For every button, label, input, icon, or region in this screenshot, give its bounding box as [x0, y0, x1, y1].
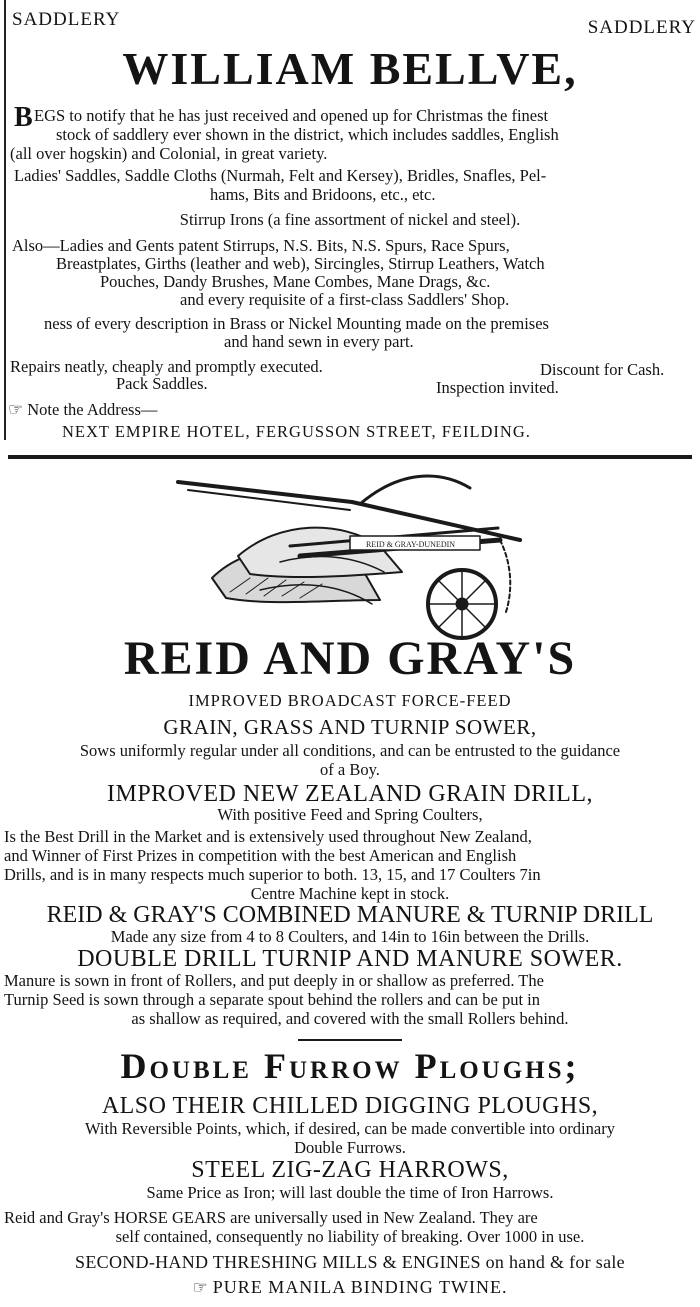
binding-twine-line: PURE MANILA BINDING TWINE.: [212, 1277, 508, 1297]
double-furrow-heading: Double Furrow Ploughs;: [120, 1046, 580, 1086]
short-divider: [298, 1039, 402, 1041]
combined-drill-heading: REID & GRAY'S COMBINED MANURE & TURNIP DRILL: [46, 902, 654, 928]
plough-illustration: [0, 0, 700, 640]
ladies-saddles-line: hams, Bits and Bridoons, etc., etc.: [210, 185, 436, 204]
grain-drill-subheading: With positive Feed and Spring Coulters,: [217, 805, 483, 824]
saddlery-label-left: SADDLERY: [12, 9, 121, 30]
also-line: Also—Ladies and Gents patent Stirrups, N.S. Bits, N.S. Spurs, Race Spurs,: [12, 236, 510, 255]
best-drill-line: Centre Machine kept in stock.: [250, 884, 450, 903]
stirrup-irons-line: Stirrup Irons (a fine assortment of nickel and steel).: [179, 210, 521, 229]
note-line: Note the Address—: [27, 400, 158, 419]
double-drill-heading: DOUBLE DRILL TURNIP AND MANURE SOWER.: [77, 946, 623, 972]
manure-line: Manure is sown in front of Rollers, and put deeply in or shallow as preferred. The: [4, 971, 544, 990]
repairs-line: Repairs neatly, cheaply and promptly executed.: [10, 357, 323, 376]
pointing-hand-icon: ☞: [192, 1278, 209, 1297]
reid-gray-title: REID AND GRAY'S: [123, 632, 577, 685]
saddlery-label-right: SADDLERY: [587, 17, 696, 38]
address-line: NEXT EMPIRE HOTEL, FERGUSSON STREET, FEILDING.: [62, 422, 531, 441]
discount-line: Discount for Cash.: [540, 360, 665, 379]
same-price-line: Same Price as Iron; will last double the time of Iron Harrows.: [146, 1183, 554, 1202]
manure-line: Turnip Seed is sown through a separate spout behind the rollers and can be put in: [4, 990, 541, 1009]
best-drill-line: Is the Best Drill in the Market and is extensively used throughout New Zealand,: [4, 827, 532, 846]
drop-cap: B: [14, 102, 33, 133]
also-line: Breastplates, Girths (leather and web), Sircingles, Stirrup Leathers, Watch: [56, 254, 545, 273]
intro-line: stock of saddlery ever shown in the district, which includes saddles, English: [56, 125, 559, 144]
pack-saddles-line: Pack Saddles.: [116, 374, 208, 393]
also-line: Pouches, Dandy Brushes, Mane Combes, Mane Drags, &c.: [100, 272, 491, 291]
horse-gears-line: Reid and Gray's HORSE GEARS are universally used in New Zealand. They are: [4, 1208, 538, 1227]
intro-line: (all over hogskin) and Colonial, in great variety.: [10, 144, 328, 163]
harness-line: and hand sewn in every part.: [224, 332, 414, 351]
ladies-saddles-line: Ladies' Saddles, Saddle Cloths (Nurmah, Felt and Kersey), Bridles, Snafles, Pel-: [14, 166, 547, 185]
also-line: and every requisite of a first-class Saddlers' Shop.: [180, 290, 510, 309]
reversible-line: Double Furrows.: [294, 1138, 406, 1157]
best-drill-line: and Winner of First Prizes in competition with the best American and English: [4, 846, 517, 865]
reversible-line: With Reversible Points, which, if desired, can be made convertible into ordinary: [85, 1119, 615, 1138]
horse-gears-line: self contained, consequently no liability of breaking. Over 1000 in use.: [115, 1227, 585, 1246]
pointing-hand-icon: ☞: [8, 400, 24, 419]
made-any-size-line: Made any size from 4 to 8 Coulters, and 14in to 16in between the Drills.: [110, 927, 590, 946]
harrows-heading: STEEL ZIG-ZAG HARROWS,: [191, 1157, 509, 1183]
sows-uniformly-line: of a Boy.: [320, 760, 380, 779]
plough-maker-label: REID & GRAY-DUNEDIN: [366, 540, 456, 549]
second-hand-line: SECOND-HAND THRESHING MILLS & ENGINES on hand & for sale: [75, 1252, 625, 1272]
digging-ploughs-heading: ALSO THEIR CHILLED DIGGING PLOUGHS,: [101, 1093, 599, 1119]
harness-line: ness of every description in Brass or Nickel Mounting made on the premises: [44, 314, 549, 333]
sows-uniformly-line: Sows uniformly regular under all conditions, and can be entrusted to the guidance: [79, 741, 621, 760]
advertiser-name: WILLIAM BELLVE,: [122, 43, 578, 94]
intro-line: EGS to notify that he has just received and opened up for Christmas the finest: [34, 106, 549, 125]
grain-sower-heading: GRAIN, GRASS AND TURNIP SOWER,: [163, 715, 537, 739]
improved-broadcast-line: IMPROVED BROADCAST FORCE-FEED: [188, 691, 512, 710]
grain-drill-heading: IMPROVED NEW ZEALAND GRAIN DRILL,: [106, 781, 593, 807]
manure-line: as shallow as required, and covered with the small Rollers behind.: [131, 1009, 569, 1028]
inspection-line: Inspection invited.: [436, 378, 559, 397]
best-drill-line: Drills, and is in many respects much superior to both. 13, 15, and 17 Coulters 7in: [4, 865, 541, 884]
